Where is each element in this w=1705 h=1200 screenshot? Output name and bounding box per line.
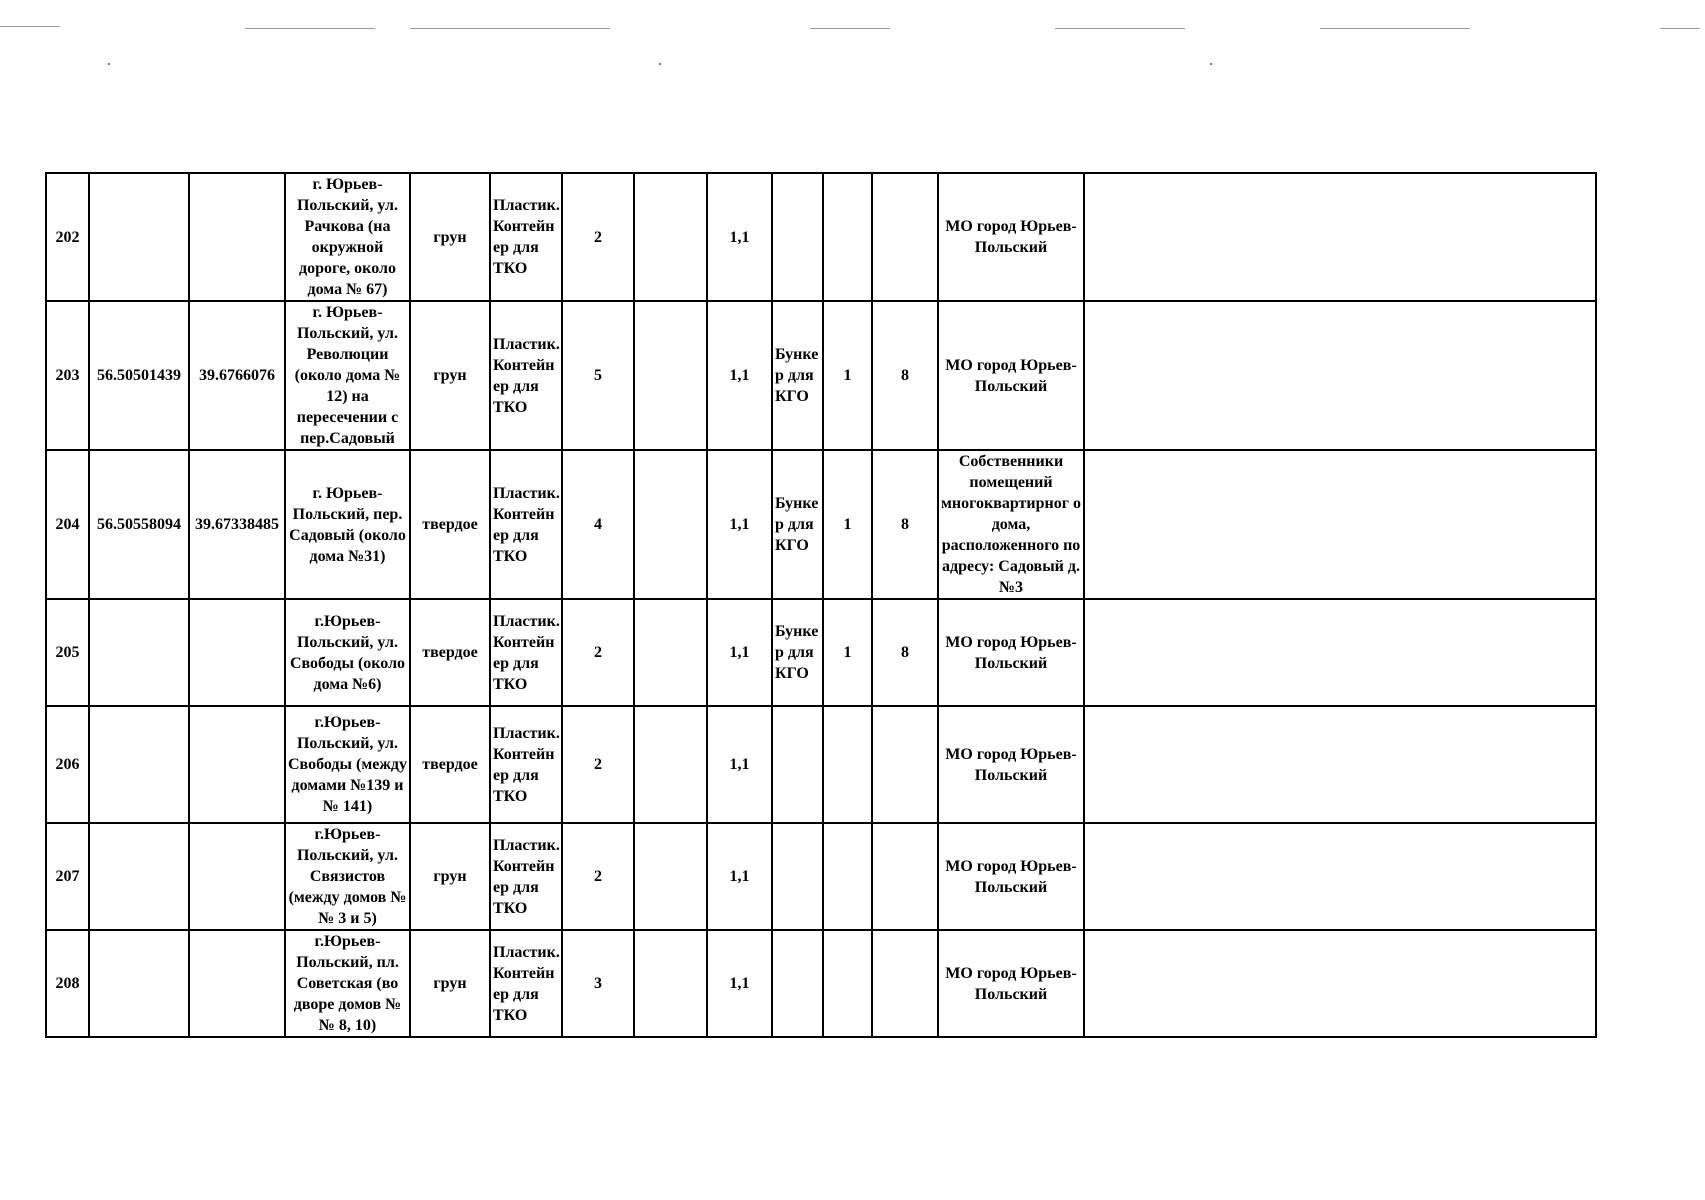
scan-artifact-line [0,26,60,27]
address-cell: г.Юрьев-Польский, ул. Свободы (около дома №6) [285,599,410,706]
empty-cell [634,930,707,1037]
container-type-cell: Пластик. Контейн ер для ТКО [490,450,562,599]
surface-type-cell: грун [410,301,490,450]
bunker-count-cell: 1 [823,599,872,706]
container-type-cell: Пластик. Контейн ер для ТКО [490,930,562,1037]
row-number-cell: 206 [46,706,89,823]
scan-artifact-line [1320,28,1470,29]
table-body [46,173,1596,1037]
surface-type-cell: грун [410,823,490,930]
container-volume-cell: 1,1 [707,706,772,823]
container-count-cell: 5 [562,301,634,450]
bunker-volume-cell [872,930,938,1037]
container-count-cell: 2 [562,173,634,301]
container-type-cell: Пластик. Контейн ер для ТКО [490,823,562,930]
source-cell [1084,301,1596,450]
bunker-count-cell [823,173,872,301]
row-number-cell: 203 [46,301,89,450]
table-row [46,706,1596,823]
source-cell [1084,173,1596,301]
latitude-cell [89,823,189,930]
surface-type-cell: твердое [410,706,490,823]
source-cell [1084,450,1596,599]
latitude-cell [89,930,189,1037]
source-cell [1084,823,1596,930]
latitude-cell [89,173,189,301]
latitude-cell [89,599,189,706]
owner-cell: МО город Юрьев-Польский [938,301,1084,450]
surface-type-cell: грун [410,930,490,1037]
table-row [46,823,1596,930]
scan-artifact-line [1055,28,1185,29]
container-type-cell: Пластик. Контейн ер для ТКО [490,173,562,301]
container-volume-cell: 1,1 [707,823,772,930]
empty-cell [634,173,707,301]
empty-cell [634,301,707,450]
scan-artifact-dot [1210,63,1212,65]
container-volume-cell: 1,1 [707,599,772,706]
container-volume-cell: 1,1 [707,930,772,1037]
container-type-cell: Пластик. Контейн ер для ТКО [490,301,562,450]
longitude-cell [189,173,285,301]
bunker-count-cell [823,930,872,1037]
bunker-count-cell: 1 [823,450,872,599]
row-number-cell: 202 [46,173,89,301]
address-cell: г.Юрьев-Польский, ул. Свободы (между домами №139 и № 141) [285,706,410,823]
bunker-volume-cell [872,823,938,930]
scan-artifact-line [245,28,375,29]
row-number-cell: 208 [46,930,89,1037]
bunker-type-cell: Бунке р для КГО [772,599,823,706]
container-count-cell: 3 [562,930,634,1037]
bunker-type-cell [772,706,823,823]
bunker-type-cell [772,823,823,930]
address-cell: г.Юрьев-Польский, ул. Связистов (между домов №№ 3 и 5) [285,823,410,930]
container-count-cell: 2 [562,823,634,930]
row-number-cell: 205 [46,599,89,706]
latitude-cell: 56.50558094 [89,450,189,599]
waste-sites-table [45,172,1597,1038]
empty-cell [634,450,707,599]
container-count-cell: 2 [562,706,634,823]
table-row [46,450,1596,599]
bunker-volume-cell: 8 [872,301,938,450]
bunker-count-cell [823,823,872,930]
address-cell: г. Юрьев-Польский, ул. Революции (около дома № 12) на пересечении с пер.Садовый [285,301,410,450]
container-type-cell: Пластик. Контейн ер для ТКО [490,706,562,823]
bunker-volume-cell [872,706,938,823]
address-cell: г.Юрьев-Польский, пл. Советская (во дворе домов №№ 8, 10) [285,930,410,1037]
address-cell: г. Юрьев-Польский, пер. Садовый (около дома №31) [285,450,410,599]
owner-cell: Собственники помещений многоквартирног о дома, расположенного по адресу: Садовый д.№3 [938,450,1084,599]
owner-cell: МО город Юрьев-Польский [938,930,1084,1037]
owner-cell: МО город Юрьев-Польский [938,823,1084,930]
longitude-cell [189,706,285,823]
source-cell [1084,599,1596,706]
longitude-cell [189,599,285,706]
latitude-cell: 56.50501439 [89,301,189,450]
bunker-type-cell [772,930,823,1037]
source-cell [1084,930,1596,1037]
longitude-cell [189,930,285,1037]
scan-artifact-line [1660,28,1700,29]
container-type-cell: Пластик. Контейн ер для ТКО [490,599,562,706]
surface-type-cell: твердое [410,599,490,706]
bunker-count-cell: 1 [823,301,872,450]
table-row [46,599,1596,706]
scan-artifact-line [810,28,890,29]
surface-type-cell: грун [410,173,490,301]
container-volume-cell: 1,1 [707,450,772,599]
surface-type-cell: твердое [410,450,490,599]
latitude-cell [89,706,189,823]
bunker-type-cell: Бунке р для КГО [772,301,823,450]
bunker-count-cell [823,706,872,823]
longitude-cell: 39.6766076 [189,301,285,450]
empty-cell [634,599,707,706]
scan-artifact-dot [659,63,661,65]
bunker-type-cell: Бунке р для КГО [772,450,823,599]
source-cell [1084,706,1596,823]
bunker-volume-cell [872,173,938,301]
container-count-cell: 4 [562,450,634,599]
table-row [46,301,1596,450]
owner-cell: МО город Юрьев-Польский [938,706,1084,823]
table-row [46,173,1596,301]
address-cell: г. Юрьев-Польский, ул. Рачкова (на окружной дороге, около дома № 67) [285,173,410,301]
bunker-volume-cell: 8 [872,599,938,706]
row-number-cell: 207 [46,823,89,930]
owner-cell: МО город Юрьев-Польский [938,173,1084,301]
container-count-cell: 2 [562,599,634,706]
table-row [46,930,1596,1037]
longitude-cell: 39.67338485 [189,450,285,599]
container-volume-cell: 1,1 [707,173,772,301]
empty-cell [634,823,707,930]
owner-cell: МО город Юрьев-Польский [938,599,1084,706]
scan-artifact-line [410,28,610,29]
bunker-type-cell [772,173,823,301]
row-number-cell: 204 [46,450,89,599]
empty-cell [634,706,707,823]
longitude-cell [189,823,285,930]
container-volume-cell: 1,1 [707,301,772,450]
scan-artifact-dot [108,63,110,65]
bunker-volume-cell: 8 [872,450,938,599]
